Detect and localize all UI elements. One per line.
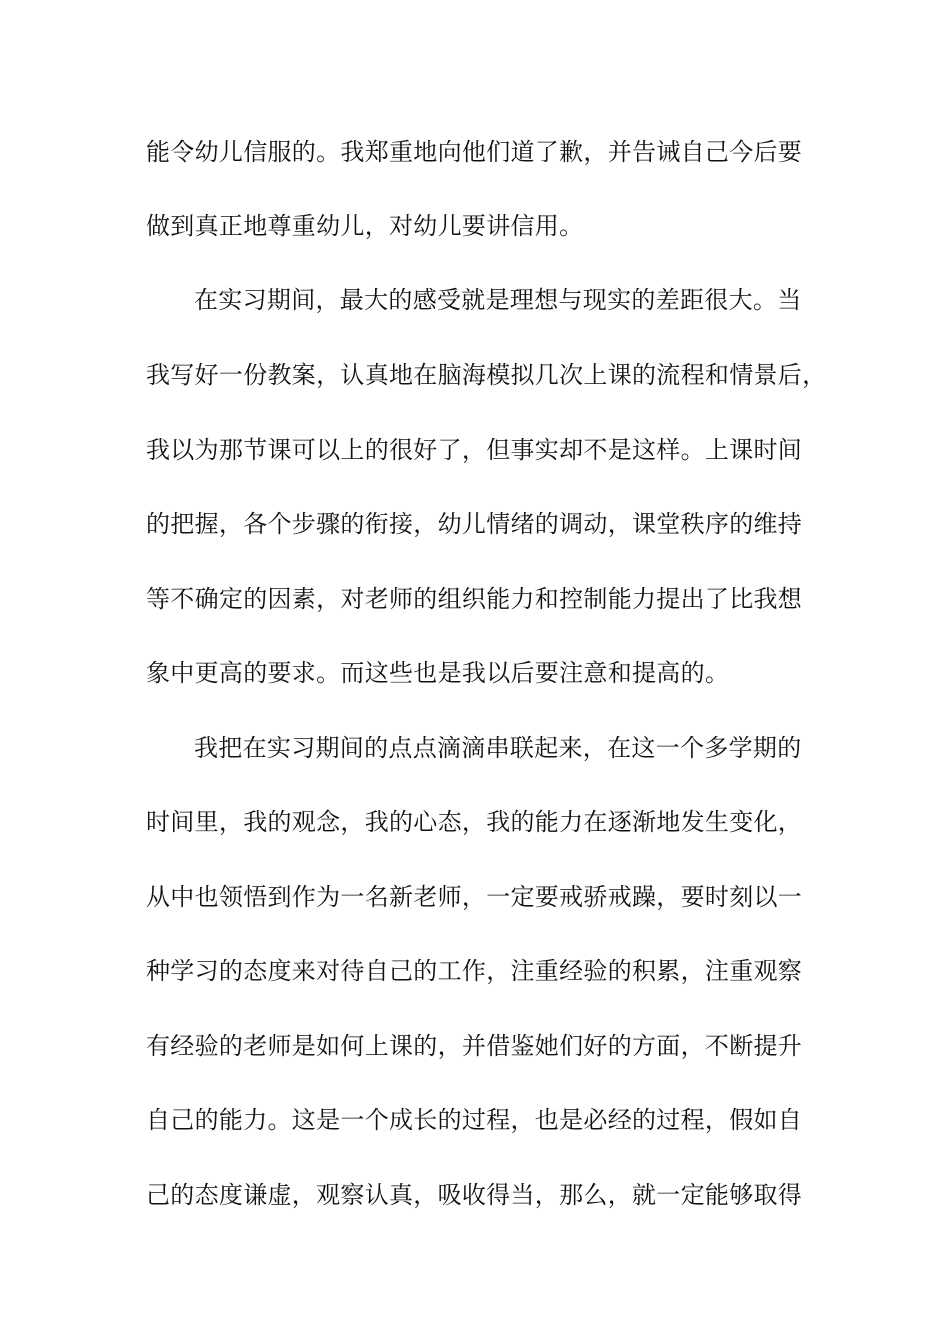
text-line-7: 等不确定的因素，对老师的组织能力和控制能力提出了比我想 — [146, 585, 803, 613]
text-line-14: 自己的能力。这是一个成长的过程，也是必经的过程，假如自 — [146, 1106, 803, 1134]
text-line-12: 种学习的态度来对待自己的工作，注重经验的积累，注重观察 — [146, 957, 803, 985]
paragraph-start-line-3: 在实习期间，最大的感受就是理想与现实的差距很大。当 — [194, 286, 802, 314]
text-line-5: 我以为那节课可以上的很好了，但事实却不是这样。上课时间 — [146, 436, 803, 464]
text-line-2: 做到真正地尊重幼儿，对幼儿要讲信用。 — [146, 212, 584, 240]
text-line-10: 时间里，我的观念，我的心态，我的能力在逐渐地发生变化， — [146, 808, 803, 836]
text-line-15: 己的态度谦虚，观察认真，吸收得当，那么，就一定能够取得 — [146, 1181, 803, 1209]
text-line-1: 能令幼儿信服的。我郑重地向他们道了歉，并告诫自己今后要 — [146, 138, 803, 166]
text-line-6: 的把握，各个步骤的衔接，幼儿情绪的调动，课堂秩序的维持 — [146, 510, 803, 538]
text-line-4: 我写好一份教案，认真地在脑海模拟几次上课的流程和情景后， — [146, 361, 827, 389]
text-line-13: 有经验的老师是如何上课的，并借鉴她们好的方面，不断提升 — [146, 1032, 803, 1060]
text-line-11: 从中也领悟到作为一名新老师，一定要戒骄戒躁，要时刻以一 — [146, 883, 803, 911]
paragraph-start-line-9: 我把在实习期间的点点滴滴串联起来，在这一个多学期的 — [194, 734, 802, 762]
text-line-8: 象中更高的要求。而这些也是我以后要注意和提高的。 — [146, 659, 730, 687]
